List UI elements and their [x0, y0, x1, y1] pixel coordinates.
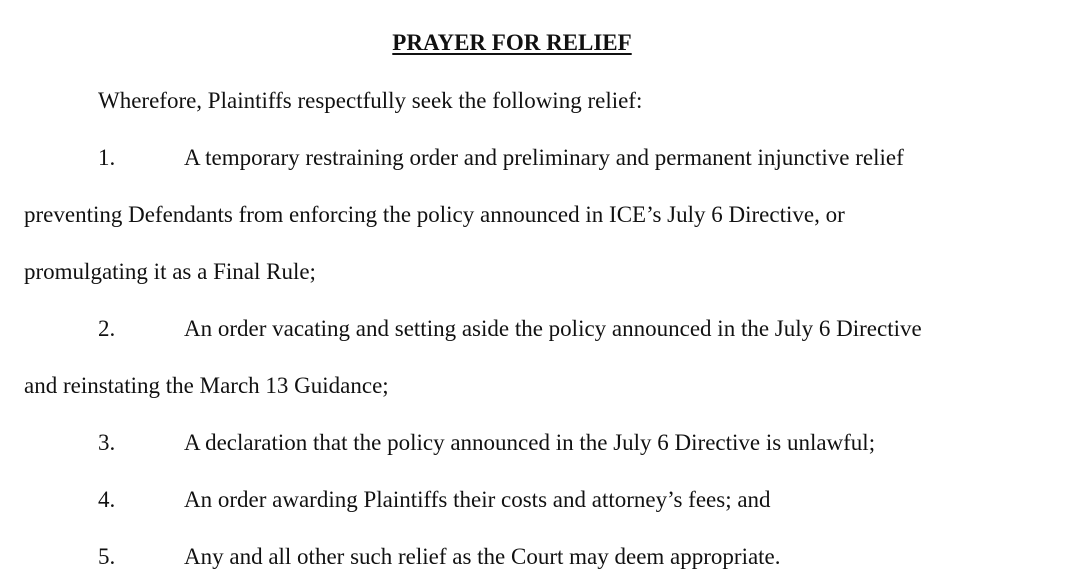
- item-text-line: promulgating it as a Final Rule;: [24, 259, 316, 284]
- section-heading: PRAYER FOR RELIEF: [392, 30, 632, 55]
- item-text-line: An order awarding Plaintiffs their costs and attorney’s fees; and: [184, 487, 771, 512]
- item-number: 5.: [98, 544, 116, 569]
- item-number: 4.: [98, 487, 116, 512]
- item-text-line: A declaration that the policy announced in the July 6 Directive is unlawful;: [184, 430, 876, 455]
- item-number: 2.: [98, 316, 116, 341]
- item-text-line: A temporary restraining order and preliminary and permanent injunctive relief: [184, 145, 904, 170]
- item-text-line: Any and all other such relief as the Court may deem appropriate.: [184, 544, 781, 569]
- item-text-line: preventing Defendants from enforcing the policy announced in ICE’s July 6 Directive, or: [24, 202, 845, 227]
- item-text-line: An order vacating and setting aside the policy announced in the July 6 Directive: [184, 316, 922, 341]
- item-number: 1.: [98, 145, 116, 170]
- item-number: 3.: [98, 430, 116, 455]
- intro-paragraph: Wherefore, Plaintiffs respectfully seek the following relief:: [98, 88, 643, 113]
- item-text-line: and reinstating the March 13 Guidance;: [24, 373, 389, 398]
